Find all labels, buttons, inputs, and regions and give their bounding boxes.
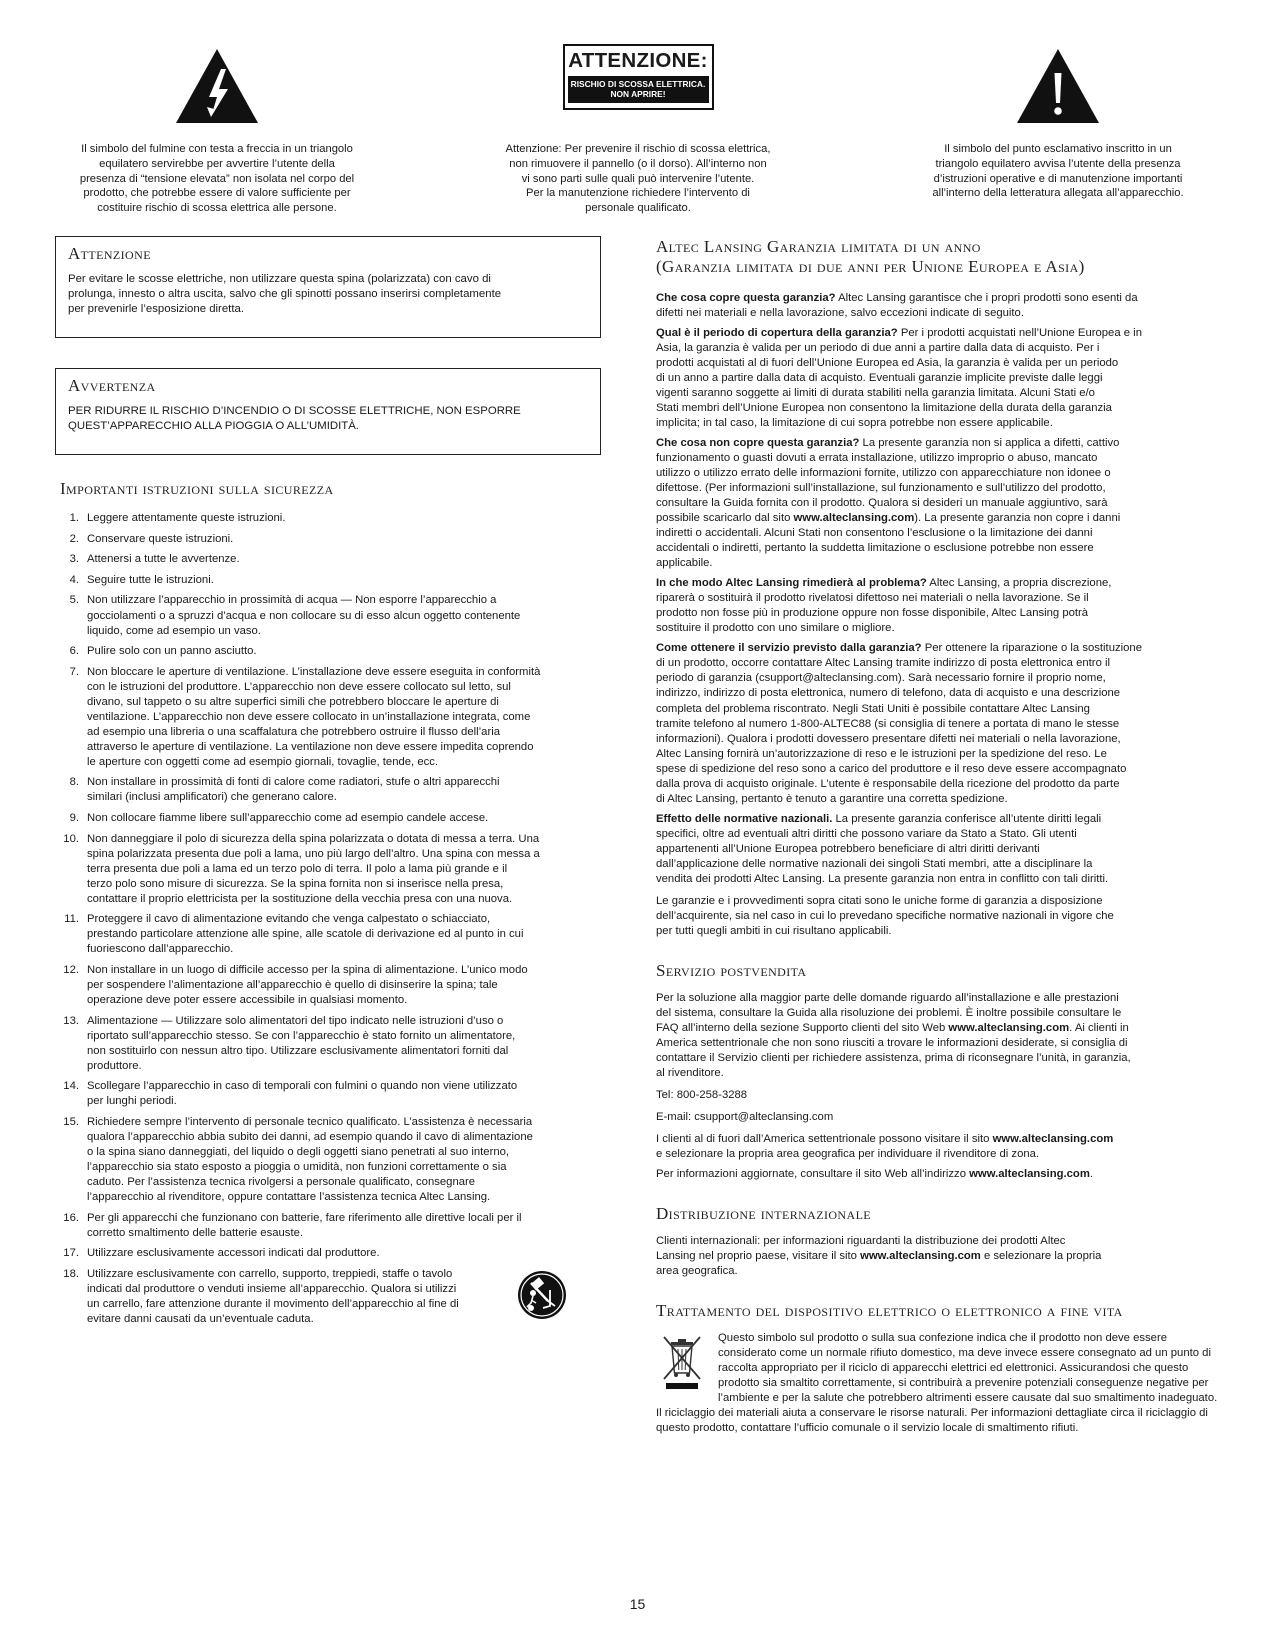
safety-item-text: Seguire tutte le istruzioni. [87,573,214,586]
exclamation-triangle-icon [893,38,1223,134]
safety-item-text: Non utilizzare l’apparecchio in prossimità di acqua — Non esporre l’apparecchio a gocciolamenti o a spruzzi d’acqua e non collocare su di esso alcun oggetto contenente liquido, come ad esempio un vaso. [87,594,521,637]
service-section [656,961,1218,1182]
warranty-q1: Che cosa copre questa garanzia? [656,292,836,305]
safety-item [55,1267,601,1327]
safety-item-number: 4. [69,573,79,586]
lightning-symbol-caption: Il simbolo del fulmine con testa a freccia in un triangolo equilatero servirebbe per avvertire l’utente della presenza di “tensione elevata” non isolata nel corpo del prodotto, che potrebbe essere di valore sufficiente per costituire rischio di scossa elettrica alle persone. [79,143,355,215]
attention-label-subtitle: RISCHIO DI SCOSSA ELETTRICA. NON APRIRE! [568,76,709,103]
warranty-period: Qual è il periodo di copertura della garanzia? Per i prodotti acquistati nell’Unione Europea e in Asia, la garanzia è valida per un periodo di due anni a partire dalla data di acquisto. Per i prodotti acquistati al di fuori dell’Unione Europea ed Asia, la garanzia è valida per un periodo di un anno a partire dalla data di acquisto. Eventuali garanzie implicite previste dalle leggi vigenti saranno soggette ai limiti di durata stabiliti nella garanzia limitata. Alcuni Stati e/o Stati membri dell’Unione Europea non consentono la limitazione della durata della garanzia implicita; in tal caso, la limitazione di cui sopra potrebbe non essere applicabile. [656,327,1142,430]
safety-item-text: Utilizzare esclusivamente accessori indicati dal produttore. [87,1247,380,1260]
warranty-site-link[interactable]: www.alteclansing.com [793,512,915,525]
safety-item-text: Non bloccare le aperture di ventilazione. L’installazione deve essere eseguita in conformità con le istruzioni del produttore. L’apparecchio non deve essere collocato sul letto, sul divano, sul tappeto o su altre superfici simili che potrebbero bloccare le aperture di ventilazione. L’apparecchio non deve essere collocato in un’installazione integrata, come ad esempio una libreria o una scaffalatura che potrebbero ostruire il flusso dell’aria attraverso le aperture di ventilazione. La ventilazione non deve essere impedita coprendo le aperture con oggetti come ad esempio giornali, tovaglie, tende, ecc. [87,665,541,768]
safety-item-text: Non installare in un luogo di difficile accesso per la spina di alimentazione. L’unico modo per sospendere l’alimentazione all’apparecchio è quello di disinserire la spina; tale operazione deve poter essere accessibile in qualsiasi momento. [87,963,528,1007]
safety-item-text: Attenersi a tutte le avvertenze. [87,553,240,566]
safety-item [55,811,601,826]
safety-item-text: Per gli apparecchi che funzionano con batterie, fare riferimento alle direttive locali per il corretto smaltimento delle batterie esauste. [87,1211,522,1239]
safety-item-text: Proteggere il cavo di alimentazione evitando che venga calpestato o schiacciato, prestando particolare attenzione alle spine, alle scatole di derivazione ed al punto in cui fuoriescono dall’apparecchio. [87,913,524,956]
attention-label [563,44,714,110]
safety-item [55,963,601,1008]
attention-label-title: ATTENZIONE: [568,49,708,72]
warranty-q3: Che cosa non copre questa garanzia? [656,437,860,450]
warranty-coverage: Che cosa copre questa garanzia? Altec Lansing garantisce che i propri prodotti sono esenti da difetti nei materiali e nella lavorazione, salvo eccezioni indicate di seguito. [656,292,1138,320]
service-site-link-3[interactable]: www.alteclansing.com [969,1167,1090,1180]
safety-title: Importanti istruzioni sulla sicurezza [60,479,334,498]
warranty-title-line2: (Garanzia limitata di due anni per Unione Europea e Asia) [656,257,1085,277]
distribution-section [656,1204,1218,1279]
service-title: Servizio postvendita [656,960,807,980]
warranty-closing: Le garanzie e i provvedimenti sopra citati sono le uniche forme di garanzia a disposizione dell’acquirente, sia nel caso in cui lo prevedano specifiche normative nazionali in vigore che per tutti quegli ambiti in cui risultano applicabili. [656,894,1114,937]
lightning-symbol-block [56,38,378,216]
safety-item-text: Leggere attentamente queste istruzioni. [87,512,286,525]
safety-item-number: 8. [69,776,79,789]
safety-item-number: 15. [63,1115,79,1128]
exclamation-symbol-block [893,38,1223,201]
caution-box [55,236,601,338]
disposal-section [656,1301,1218,1436]
warning-text: PER RIDURRE IL RISCHIO D’INCENDIO O DI SCOSSE ELETTRICHE, NON ESPORRE QUEST’APPARECCHIO ALLA PIOGGIA O ALL’UMIDITÀ. [68,405,521,433]
safety-item-number: 14. [63,1080,79,1093]
service-outside-na: I clienti al di fuori dall’America settentrionale possono visitare il sito www.alteclansing.com e selezionare la propria area geografica per individuare il rivenditore di zona. [656,1132,1114,1160]
disposal-text: Questo simbolo sul prodotto o sulla sua confezione indica che il prodotto non deve essere considerato come un normale rifiuto domestico, ma deve invece essere consegnato ad un punto di raccolta appropriato per il riciclo di apparecchi elettrici ed elettronici. Assicurandosi che questo prodotto sia smaltito correttamente, si contribuirà a prevenire potenziali conseguenze negative per l’ambiente e per la salute che potrebbero altrimenti essere causate dal suo smaltimento inadeguato. Il riciclaggio dei materiali aiuta a conservare le risorse naturali. Per informazioni dettagliate circa il riciclaggio di questo prodotto, contattare l’ufficio comunale o il servizio locale di smaltimento rifiuti. [656,1332,1218,1435]
distribution-site-link[interactable]: www.alteclansing.com [860,1250,981,1263]
warranty-title [656,237,1218,277]
attention-symbol-caption: Attenzione: Per prevenire il rischio di scossa elettrica, non rimuovere il pannello (o il dorso). All’interno non vi sono parti sulle quali può intervenire l’utente. Per la manutenzione richiedere l’intervento di personale qualificato. [505,143,771,215]
warning-title: Avvertenza [68,376,156,395]
safety-item [55,832,601,907]
warranty-title-line1: Altec Lansing Garanzia limitata di un anno [656,237,981,256]
safety-item [55,1079,601,1109]
lightning-triangle-icon [56,38,378,134]
safety-list [55,511,601,1327]
safety-item-text: Alimentazione — Utilizzare solo alimentatori del tipo indicato nelle istruzioni d’uso o riportato sull’apparecchio stesso. Se con l’apparecchio è stato fornito un alimentatore, non sostituirlo con nessun altro tipo. Utilizzare esclusivamente alimentatori forniti dal produttore. [87,1014,516,1072]
safety-item [55,593,601,638]
exclamation-symbol-caption: Il simbolo del punto esclamativo inscritto in un triangolo equilatero avvisa l’utente della presenza d’istruzioni operative e di manutenzione importanti all’interno della letteratura allegata all’apparecchio. [932,143,1184,200]
service-site-link[interactable]: www.alteclansing.com [948,1021,1070,1034]
safety-item [55,912,601,957]
warranty-q5: Come ottenere il servizio previsto dalla garanzia? [656,642,922,655]
service-intro: Per la soluzione alla maggior parte delle domande riguardo all’installazione e alle prestazioni del sistema, consultare la Guida alla risoluzione dei problemi. È inoltre possibile consultare le FAQ all’interno della sezione Supporto clienti del sito Web www.alteclansing.com. Ai clienti in America settentrionale che non sono riusciti a trovare le informazioni desiderate, si consiglia di contattare il Servizio clienti per richiedere assistenza, prima di riconsegnare l’unità, in garanzia, al rivenditore. [656,991,1131,1079]
warranty-q6: Effetto delle normative nazionali. [656,812,833,825]
safety-item [55,511,601,526]
safety-item-text: Non collocare fiamme libere sull’apparecchio come ad esempio candele accese. [87,812,489,825]
warranty-q2: Qual è il periodo di copertura della garanzia? [656,327,898,340]
safety-item-text: Conservare queste istruzioni. [87,532,234,545]
safety-item-number: 1. [69,512,79,525]
safety-item-number: 3. [69,553,79,566]
warranty-q4: In che modo Altec Lansing rimedierà al problema? [656,577,927,590]
caution-title: Attenzione [68,244,151,263]
warranty-exclusions: Che cosa non copre questa garanzia? La presente garanzia non si applica a difetti, cattivo funzionamento o guasti dovuti a errata installazione, utilizzo improprio o abuso, mancato utilizzo o utilizzo errato delle informazioni fornite, utilizzo con apparecchiature non idonee o difettose. (Per informazioni sull’installazione, sul funzionamento e sull’utilizzo del prodotto, consultare la Guida fornita con il prodotto. Qualora si desideri un manuale aggiuntivo, sarà possibile scaricarlo dal sito www.alteclansing.com). La presente garanzia non copre i danni indiretti o accidentali. Alcuni Stati non consentono l’esclusione o la limitazione dei danni accidentali o indiretti, pertanto la suddetta limitazione o esclusione potrebbe non essere applicabile. [656,437,1121,570]
safety-item-number: 2. [69,532,79,545]
safety-item-number: 16. [63,1211,79,1224]
service-phone: Tel: 800-258-3288 [656,1088,748,1101]
safety-item [55,573,601,588]
service-site-link-2[interactable]: www.alteclansing.com [992,1132,1114,1145]
safety-item-number: 18. [63,1267,79,1280]
safety-item-number: 7. [69,665,79,678]
safety-item [55,665,601,770]
safety-item [55,532,601,547]
safety-item-number: 9. [69,812,79,825]
safety-item-text: Richiedere sempre l’intervento di personale tecnico qualificato. L’assistenza è necessaria qualora l’apparecchio abbia subito dei danni, ad esempio quando il cavo di alimentazione o la spina siano danneggiati, del liquido o degli oggetti siano penetrati al suo interno, l’apparecchio sia stato esposto a pioggia o umidità, non funzioni correttamente o sia caduto. Per l’assistenza tecnica rivolgersi a personale qualificato, consegnare l’apparecchio al rivenditore, oppure contattare l’assistenza tecnica Altec Lansing. [87,1115,533,1203]
safety-item-text: Non installare in prossimità di fonti di calore come radiatori, stufe o altri apparecchi similari (inclusi amplificatori) che generano calore. [87,776,500,804]
safety-item [55,552,601,567]
safety-item [55,1115,601,1205]
safety-item-number: 13. [63,1014,79,1027]
safety-item-number: 12. [63,963,79,976]
safety-item-text: Pulire solo con un panno asciutto. [87,645,257,658]
safety-item [55,775,601,805]
safety-item-number: 6. [69,645,79,658]
right-column [656,237,1218,1441]
cart-tipover-icon [517,1270,567,1320]
safety-item-text: Scollegare l’apparecchio in caso di temporali con fulmini o quando non viene utilizzato per lunghi periodi. [87,1080,518,1108]
distribution-text: Clienti internazionali: per informazioni riguardanti la distribuzione dei prodotti Altec Lansing nel proprio paese, visitare il sito www.alteclansing.com e selezionare la propria area geografica. [656,1235,1102,1278]
safety-item-number: 11. [64,913,79,926]
safety-item-text: Non danneggiare il polo di sicurezza della spina polarizzata o dotata di messa a terra. Una spina polarizzata presenta due poli a lama, uno più largo dell’altro. Una spina con messa a terra presenta due poli a lama ed un terzo polo di terra. Il polo a lama più grande e il terzo polo sono misure di sicurezza. Se la spina fornita non si inserisce nella presa, contattare il proprio elettricista per la sostituzione della vecchia presa con una nuova. [87,832,540,905]
safety-item [55,1014,601,1074]
warranty-national-law: Effetto delle normative nazionali. La presente garanzia conferisce all’utente diritti legali specifici, oltre ad eventuali altri diritti che possono variare da Stato a Stato. Gli utenti appartenenti all’Unione Europea potrebbero beneficiare di altri diritti derivanti dall’applicazione delle normative nazionali dei singoli Stati membri, atte a disciplinare la vendita dei prodotti Altec Lansing. La presente garanzia non entra in conflitto con tali diritti. [656,812,1109,885]
caution-text: Per evitare le scosse elettriche, non utilizzare questa spina (polarizzata) con cavo di prolunga, innesto o altra uscita, salvo che gli spinotti possano inserirsi completamente per prevenirle l’esposizione diretta. [68,273,502,316]
attention-symbol-block [478,38,798,216]
distribution-title: Distribuzione internazionale [656,1203,872,1223]
left-column [55,236,601,1332]
warning-box [55,368,601,455]
safety-item-text: Utilizzare esclusivamente con carrello, supporto, treppiedi, staffe o tavolo indicati dal produttore o venduti insieme all’apparecchio. Qualora si utilizzi un carrello, fare attenzione durante il movimento dell’apparecchio al fine di evitare danni causati da un’eventuale caduta. [87,1267,459,1325]
service-email: E-mail: csupport@alteclansing.com [656,1110,834,1123]
safety-item [55,1246,601,1261]
safety-item-number: 17. [63,1247,79,1260]
safety-item-number: 5. [69,594,79,607]
warranty-remedy: In che modo Altec Lansing rimedierà al problema? Altec Lansing, a propria discrezione, riparerà o sostituirà il prodotto rivelatosi difettoso nei materiali o nella lavorazione. Se il prodotto non fosse più in produzione oppure non fosse disponibile, Altec Lansing potrà sostituire il prodotto con uno similare o migliore. [656,577,1112,635]
safety-item [55,1211,601,1241]
disposal-title: Trattamento del dispositivo elettrico o elettronico a fine vita [656,1301,1123,1321]
page-number: 15 [629,1596,646,1612]
crossed-bin-icon [658,1333,706,1391]
safety-item-number: 10. [63,832,79,845]
service-updates: Per informazioni aggiornate, consultare il sito Web all’indirizzo www.alteclansing.com. [656,1167,1094,1180]
safety-item [55,644,601,659]
warranty-service: Come ottenere il servizio previsto dalla garanzia? Per ottenere la riparazione o la sostituzione di un prodotto, occorre contattare Altec Lansing tramite indirizzo di posta elettronica entro il periodo di garanzia (csupport@alteclansing.com). Sarà necessario fornire il proprio nome, indirizzo, indirizzo di posta elettronica, numero di telefono, data di acquisto e una descrizione completa del problema riscontrato. Negli Stati Uniti è possibile contattare Altec Lansing tramite telefono al numero 1-800-ALTEC88 (si consiglia di tenere a portata di mano le stesse informazioni). Qualora i prodotti dovessero presentare difetti nei materiali o nella lavorazione, Altec Lansing fornirà un’autorizzazione di reso e le istruzioni per la spedizione del reso. Le spese di spedizione del reso sono a carico del produttore e il reso deve essere accompagnato dalla prova di acquisto originale. L’utente è responsabile della ricezione del prodotto da parte di Altec Lansing, pertanto è tenuto a garantire una corretta spedizione. [656,642,1142,805]
